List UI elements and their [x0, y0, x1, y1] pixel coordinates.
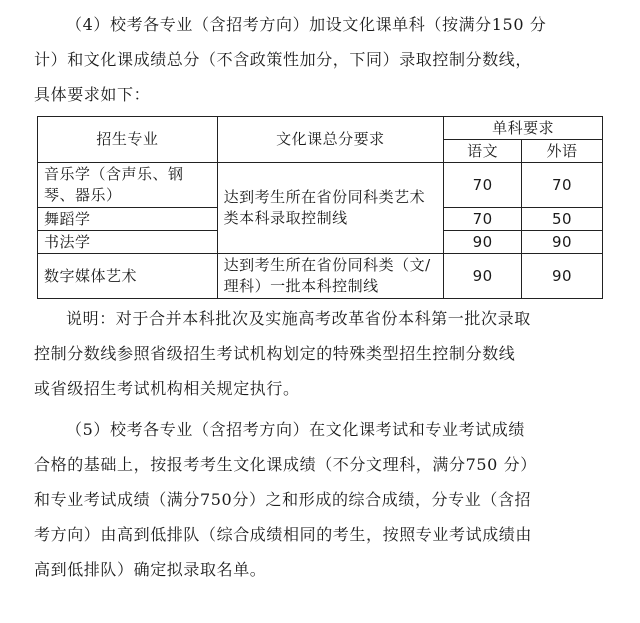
header-total-score: 文化课总分要求	[217, 117, 444, 163]
table-row	[38, 254, 603, 299]
foreign-score: 50	[522, 208, 603, 231]
section5-line: 考方向）由高到低排队（综合成绩相同的考生，按照专业考试成绩由	[34, 525, 533, 544]
intro-line: （4）校考各专业（含招考方向）加设文化课单科（按满分150 分	[66, 15, 547, 34]
chinese-score: 70	[444, 208, 522, 231]
header-foreign: 外语	[522, 140, 603, 163]
intro-line: 具体要求如下：	[34, 85, 151, 104]
section5-line: （5）校考各专业（含招考方向）在文化课考试和专业考试成绩	[66, 420, 525, 439]
admission-requirements-table	[37, 116, 603, 299]
major-cell: 音乐学（含声乐、钢琴、器乐）	[38, 163, 218, 208]
chinese-score: 70	[444, 163, 522, 208]
note-line: 或省级招生考试机构相关规定执行。	[34, 379, 300, 398]
header-single-subject: 单科要求	[444, 117, 603, 140]
note-paragraph	[34, 301, 610, 406]
section5-line: 和专业考试成绩（满分750分）之和形成的综合成绩，分专业（含招	[34, 490, 532, 509]
section5-line: 高到低排队）确定拟录取名单。	[34, 560, 267, 579]
section5-paragraph	[34, 412, 610, 587]
note-line: 说明：对于合并本科批次及实施高考改革省份本科第一批次录取	[66, 309, 531, 328]
section5-line: 合格的基础上，按报考考生文化课成绩（不分文理科，满分750 分）	[34, 455, 537, 474]
chinese-score: 90	[444, 254, 522, 299]
major-cell: 书法学	[38, 231, 218, 254]
foreign-score: 90	[522, 231, 603, 254]
foreign-score: 70	[522, 163, 603, 208]
requirement-cell: 达到考生所在省份同科类艺术类本科录取控制线	[217, 163, 444, 254]
note-line: 控制分数线参照省级招生考试机构划定的特殊类型招生控制分数线	[34, 344, 516, 363]
major-cell: 舞蹈学	[38, 208, 218, 231]
major-cell: 数字媒体艺术	[38, 254, 218, 299]
intro-line: 计）和文化课成绩总分（不含政策性加分，下同）录取控制分数线，	[34, 50, 533, 69]
chinese-score: 90	[444, 231, 522, 254]
table-row	[38, 163, 603, 208]
intro-paragraph	[34, 0, 610, 112]
header-major: 招生专业	[38, 117, 218, 163]
header-chinese: 语文	[444, 140, 522, 163]
table-header-row	[38, 117, 603, 140]
foreign-score: 90	[522, 254, 603, 299]
requirement-cell: 达到考生所在省份同科类（文/理科）一批本科控制线	[217, 254, 444, 299]
